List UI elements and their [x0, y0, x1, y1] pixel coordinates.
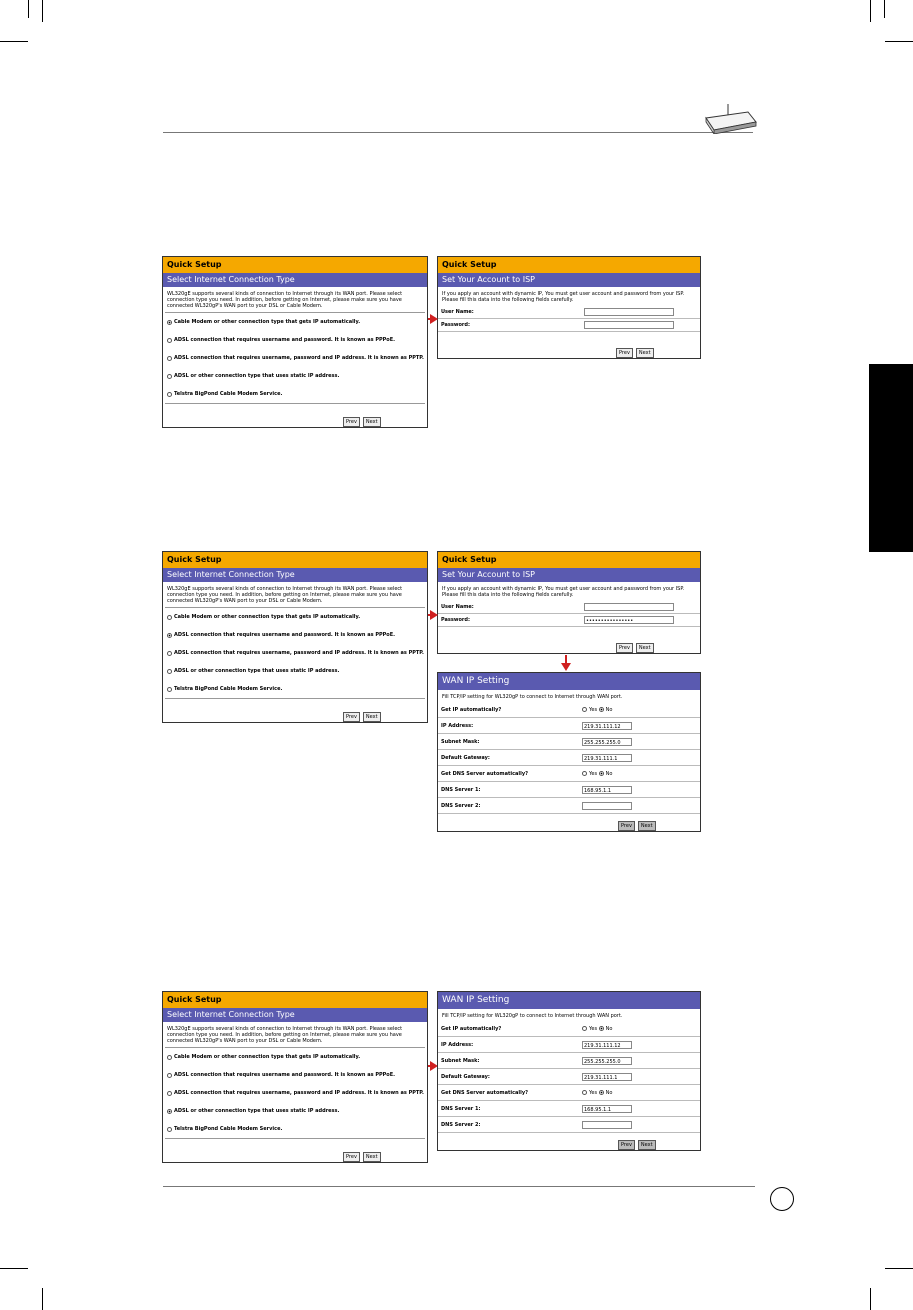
- radio-icon[interactable]: [167, 356, 172, 361]
- isp-account-panel: [437, 551, 701, 654]
- radio-yes-icon[interactable]: [582, 707, 587, 712]
- radio-yes-icon[interactable]: [582, 1026, 587, 1031]
- password-input[interactable]: ••••••••••••••••: [584, 616, 674, 624]
- crop-mark: [884, 0, 885, 18]
- get-ip-row: Get IP automatically? Yes No: [438, 1021, 700, 1037]
- radio-no-icon[interactable]: [599, 771, 604, 776]
- radio-icon[interactable]: [167, 669, 172, 674]
- next-button[interactable]: Next: [638, 1140, 656, 1150]
- radio-yes-icon[interactable]: [582, 771, 587, 776]
- password-row: Password:: [438, 319, 700, 332]
- get-dns-row: Get DNS Server automatically? Yes No: [438, 1085, 700, 1101]
- crop-mark: [28, 0, 29, 18]
- radio-no-icon[interactable]: [599, 1026, 604, 1031]
- option-bigpond[interactable]: Telstra BigPond Cable Modem Service.: [163, 680, 427, 698]
- panel-subheader: Set Your Account to ISP: [438, 568, 700, 582]
- dns2-input[interactable]: [582, 1121, 632, 1129]
- ip-address-input[interactable]: 219.31.111.12: [582, 722, 632, 730]
- wan-header: WAN IP Setting: [438, 673, 700, 690]
- password-row: Password: ••••••••••••••••: [438, 614, 700, 627]
- crop-mark: [0, 1268, 28, 1269]
- gateway-input[interactable]: 219.31.111.1: [582, 754, 632, 762]
- crop-mark: [0, 41, 28, 42]
- panel-subheader: Select Internet Connection Type: [163, 568, 427, 582]
- gateway-row: Default Gateway: 219.31.111.1: [438, 1069, 700, 1085]
- connection-type-panel: [162, 991, 428, 1163]
- panel-description: WL320gE supports several kinds of connection to Internet through its WAN port. Please select connection type you need. In addition, before getting on Internet, please make sure you have connected WL320gP's WAN port to your DSL or Cable Modem.: [167, 586, 403, 604]
- prev-button[interactable]: Prev: [618, 1140, 635, 1150]
- option-pptp[interactable]: ADSL connection that requires username, password and IP address. It is known as PPTP.: [163, 644, 427, 662]
- dns2-input[interactable]: [582, 802, 632, 810]
- prev-button[interactable]: Prev: [343, 1152, 360, 1162]
- next-button[interactable]: Next: [363, 712, 381, 722]
- dns1-row: DNS Server 1: 168.95.1.1: [438, 1101, 700, 1117]
- option-cable-modem[interactable]: Cable Modem or other connection type that gets IP automatically.: [163, 313, 427, 331]
- wan-ip-panel: [437, 991, 701, 1151]
- prev-button[interactable]: Prev: [616, 643, 633, 653]
- radio-icon[interactable]: [167, 615, 172, 620]
- side-tab: [869, 364, 913, 552]
- get-dns-row: Get DNS Server automatically? Yes No: [438, 766, 700, 782]
- panel-description: Fill TCP/IP setting for WL320gP to connect to Internet through WAN port.: [442, 1013, 623, 1019]
- next-button[interactable]: Next: [636, 348, 654, 358]
- crop-mark: [870, 1288, 871, 1310]
- crop-mark: [885, 1268, 913, 1269]
- subnet-mask-row: Subnet Mask: 255.255.255.0: [438, 734, 700, 750]
- connection-type-panel: [162, 256, 428, 428]
- dns2-row: DNS Server 2:: [438, 1117, 700, 1133]
- option-pppoe[interactable]: ADSL connection that requires username and password. It is known as PPPoE.: [163, 331, 427, 349]
- option-static-ip[interactable]: ADSL or other connection type that uses static IP address.: [163, 367, 427, 385]
- quick-setup-header: Quick Setup: [438, 552, 700, 568]
- user-name-row: User Name:: [438, 601, 700, 614]
- wan-ip-panel: [437, 672, 701, 832]
- radio-no-icon[interactable]: [599, 707, 604, 712]
- connection-type-panel: [162, 551, 428, 723]
- option-static-ip[interactable]: ADSL or other connection type that uses static IP address.: [163, 662, 427, 680]
- gateway-row: Default Gateway: 219.31.111.1: [438, 750, 700, 766]
- ip-address-input[interactable]: 219.31.111.12: [582, 1041, 632, 1049]
- radio-icon[interactable]: [167, 1055, 172, 1060]
- radio-icon[interactable]: [167, 651, 172, 656]
- panel-description: WL320gE supports several kinds of connection to Internet through its WAN port. Please select connection type you need. In addition, before getting on Internet, please make sure you have connected WL320gP's WAN port to your DSL or Cable Modem.: [167, 1026, 403, 1044]
- radio-icon[interactable]: [167, 687, 172, 692]
- quick-setup-header: Quick Setup: [163, 257, 427, 273]
- option-cable-modem[interactable]: Cable Modem or other connection type that gets IP automatically.: [163, 608, 427, 626]
- radio-yes-icon[interactable]: [582, 1090, 587, 1095]
- next-button[interactable]: Next: [363, 417, 381, 427]
- radio-icon[interactable]: [167, 392, 172, 397]
- dns1-input[interactable]: 168.95.1.1: [582, 1105, 632, 1113]
- radio-icon[interactable]: [167, 1073, 172, 1078]
- option-pppoe[interactable]: ADSL connection that requires username and password. It is known as PPPoE.: [163, 1066, 427, 1084]
- panel-description: If you apply an account with dynamic IP, You must get user account and password from your ISP. Please fill this data into the following fields carefully.: [442, 586, 685, 598]
- user-name-input[interactable]: [584, 308, 674, 316]
- option-cable-modem[interactable]: Cable Modem or other connection type that gets IP automatically.: [163, 1048, 427, 1066]
- panel-subheader: Set Your Account to ISP: [438, 273, 700, 287]
- arrow-right-icon: [430, 314, 438, 324]
- get-ip-row: Get IP automatically? Yes No: [438, 702, 700, 718]
- option-pptp[interactable]: ADSL connection that requires username, password and IP address. It is known as PPTP.: [163, 349, 427, 367]
- radio-icon[interactable]: [167, 338, 172, 343]
- option-pptp[interactable]: ADSL connection that requires username, password and IP address. It is known as PPTP.: [163, 1084, 427, 1102]
- page-number-circle: [770, 1187, 794, 1211]
- panel-subheader: Select Internet Connection Type: [163, 1008, 427, 1022]
- gateway-input[interactable]: 219.31.111.1: [582, 1073, 632, 1081]
- option-static-ip[interactable]: ADSL or other connection type that uses static IP address.: [163, 1102, 427, 1120]
- password-input[interactable]: [584, 321, 674, 329]
- panel-description: Fill TCP/IP setting for WL320gP to connect to Internet through WAN port.: [442, 694, 623, 700]
- isp-account-panel: [437, 256, 701, 359]
- option-bigpond[interactable]: Telstra BigPond Cable Modem Service.: [163, 385, 427, 403]
- radio-icon[interactable]: [167, 1091, 172, 1096]
- crop-mark: [42, 1288, 43, 1310]
- arrow-right-icon: [430, 610, 438, 620]
- crop-mark: [885, 41, 913, 42]
- subnet-mask-input[interactable]: 255.255.255.0: [582, 738, 632, 746]
- footer-rule: [163, 1186, 755, 1187]
- radio-icon[interactable]: [167, 633, 172, 638]
- ip-address-row: IP Address: 219.31.111.12: [438, 718, 700, 734]
- subnet-mask-input[interactable]: 255.255.255.0: [582, 1057, 632, 1065]
- radio-icon[interactable]: [167, 320, 172, 325]
- user-name-row: User Name:: [438, 306, 700, 319]
- prev-button[interactable]: Prev: [618, 821, 635, 831]
- radio-no-icon[interactable]: [599, 1090, 604, 1095]
- dns2-row: DNS Server 2:: [438, 798, 700, 814]
- crop-mark: [870, 0, 871, 22]
- router-icon: [700, 100, 760, 134]
- crop-mark: [42, 0, 43, 22]
- ip-address-row: IP Address: 219.31.111.12: [438, 1037, 700, 1053]
- radio-icon[interactable]: [167, 374, 172, 379]
- dns1-row: DNS Server 1: 168.95.1.1: [438, 782, 700, 798]
- option-pppoe[interactable]: ADSL connection that requires username and password. It is known as PPPoE.: [163, 626, 427, 644]
- next-button[interactable]: Next: [363, 1152, 381, 1162]
- quick-setup-header: Quick Setup: [163, 992, 427, 1008]
- dns1-input[interactable]: 168.95.1.1: [582, 786, 632, 794]
- user-name-input[interactable]: [584, 603, 674, 611]
- subnet-mask-row: Subnet Mask: 255.255.255.0: [438, 1053, 700, 1069]
- arrow-down-icon: [561, 663, 571, 671]
- radio-icon[interactable]: [167, 1127, 172, 1132]
- next-button[interactable]: Next: [638, 821, 656, 831]
- prev-button[interactable]: Prev: [343, 712, 360, 722]
- panel-subheader: Select Internet Connection Type: [163, 273, 427, 287]
- radio-icon[interactable]: [167, 1109, 172, 1114]
- prev-button[interactable]: Prev: [616, 348, 633, 358]
- option-bigpond[interactable]: Telstra BigPond Cable Modem Service.: [163, 1120, 427, 1138]
- quick-setup-header: Quick Setup: [163, 552, 427, 568]
- panel-description: WL320gE supports several kinds of connection to Internet through its WAN port. Please select connection type you need. In addition, before getting on Internet, please make sure you have connected WL320gP's WAN port to your DSL or Cable Modem.: [167, 291, 403, 309]
- panel-description: If you apply an account with dynamic IP, You must get user account and password from your ISP. Please fill this data into the following fields carefully.: [442, 291, 685, 303]
- wan-header: WAN IP Setting: [438, 992, 700, 1009]
- header-rule: [163, 132, 753, 133]
- prev-button[interactable]: Prev: [343, 417, 360, 427]
- quick-setup-header: Quick Setup: [438, 257, 700, 273]
- next-button[interactable]: Next: [636, 643, 654, 653]
